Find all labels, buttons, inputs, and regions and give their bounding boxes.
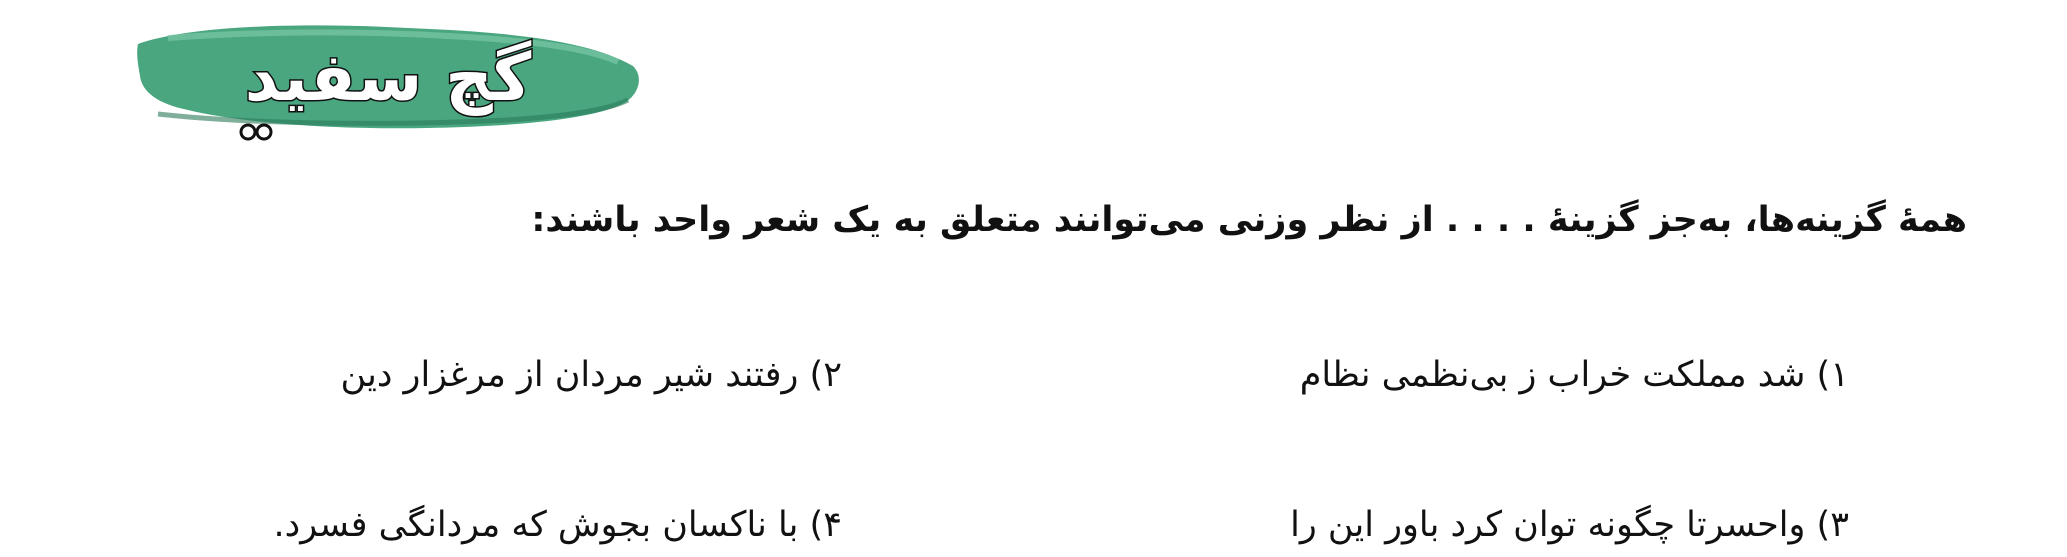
option-4[interactable] <box>274 500 842 550</box>
option-text: واحسرتا چگونه توان کرد باور این را <box>1290 505 1806 545</box>
question-stem: همهٔ گزینه‌ها، به‌جز گزینهٔ . . . . از نظر وزنی می‌توانند متعلق به یک شعر واحد باشند: <box>531 200 1967 240</box>
brush-stroke-logo-icon <box>128 14 648 144</box>
option-number: ۱) <box>1816 355 1849 395</box>
logo-text: گچ سفید <box>244 39 532 116</box>
option-3[interactable] <box>1290 500 1849 550</box>
option-number: ۲) <box>809 355 842 395</box>
brand-logo <box>128 14 648 144</box>
option-text: شد مملکت خراب ز بی‌نظمی نظام <box>1299 355 1806 395</box>
option-text: با ناکسان بجوش که مردانگی فسرد. <box>273 505 799 545</box>
option-number: ۴) <box>809 505 842 545</box>
option-text: رفتند شیر مردان از مرغزار دین <box>340 355 799 395</box>
option-2[interactable] <box>340 350 842 400</box>
option-number: ۳) <box>1816 505 1849 545</box>
option-1[interactable] <box>1300 350 1849 400</box>
